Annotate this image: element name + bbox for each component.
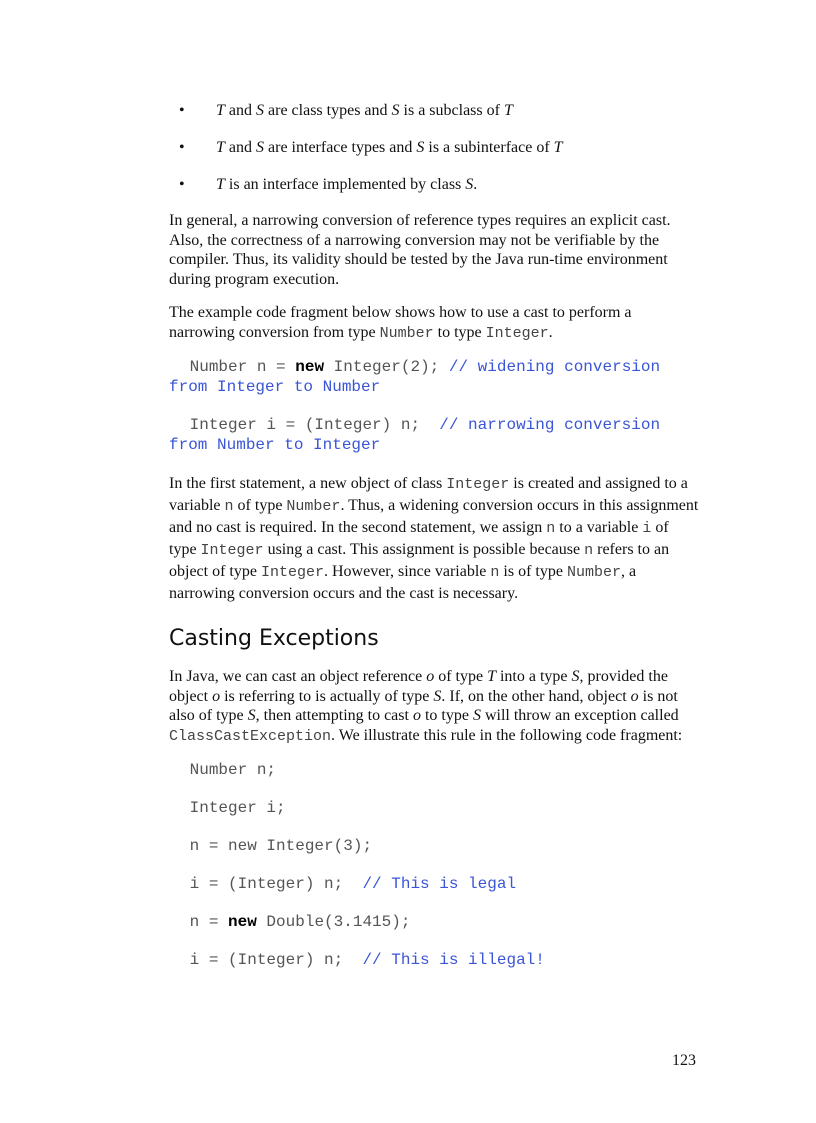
paragraph-explanation: In the first statement, a new object of class Integer is created and assigned to a variable n of type Number. Thus, a widening conversion occurs in this assignment and no cast is required. In the second statement, we assign n to a variable i of type Integer using a cast. This assignment is possible because n refers to an object of type Integer. However, since variable n is of type Number, a narrowing conversion occurs and the cast is necessary. — [169, 475, 699, 602]
code-fragment-1: Number n = new Integer(2); // widening conversion from Integer to Number Integer i = (Integer) n; // narrowing conversion from Number to Integer — [169, 358, 670, 454]
paragraph-narrowing: In general, a narrowing conversion of reference types requires an explicit cast. Also, the correctness of a narrowing conversion may not be verifiable by the compiler. Thus, its validity should be tested by the Java run-time environment during program execution. — [169, 212, 671, 288]
code-fragment-2 — [169, 760, 699, 970]
section-heading: Casting Exceptions — [169, 626, 379, 651]
paragraph-example: The example code fragment below shows how to use a cast to perform a narrowing conversion from type Number to type Integer. — [169, 304, 632, 342]
code-line: n = new Double(3.1415); — [189, 913, 411, 931]
list-item: • T and S are class types and S is a subclass of T — [179, 102, 513, 119]
list-item: • T is an interface implemented by class S. — [179, 176, 478, 193]
condition-list — [169, 100, 699, 196]
page-content — [169, 100, 699, 988]
code-line: Number n; — [189, 761, 277, 779]
code-line: Integer i; — [189, 799, 286, 817]
page-number: 123 — [672, 1052, 696, 1069]
list-item: • T and S are interface types and S is a subinterface of T — [179, 139, 563, 156]
code-line: n = new Integer(3); — [189, 837, 373, 855]
code-line: i = (Integer) n; // This is legal — [189, 875, 517, 893]
code-line: i = (Integer) n; // This is illegal! — [189, 951, 545, 969]
paragraph-casting-exceptions: In Java, we can cast an object reference o of type T into a type S, provided the object o is referring to is actually of type S. If, on the other hand, object o is not also of type S, then attempting to cast o to type S will throw an exception called ClassCastException. We illustrate this rule in the following code fragment: — [169, 668, 683, 745]
